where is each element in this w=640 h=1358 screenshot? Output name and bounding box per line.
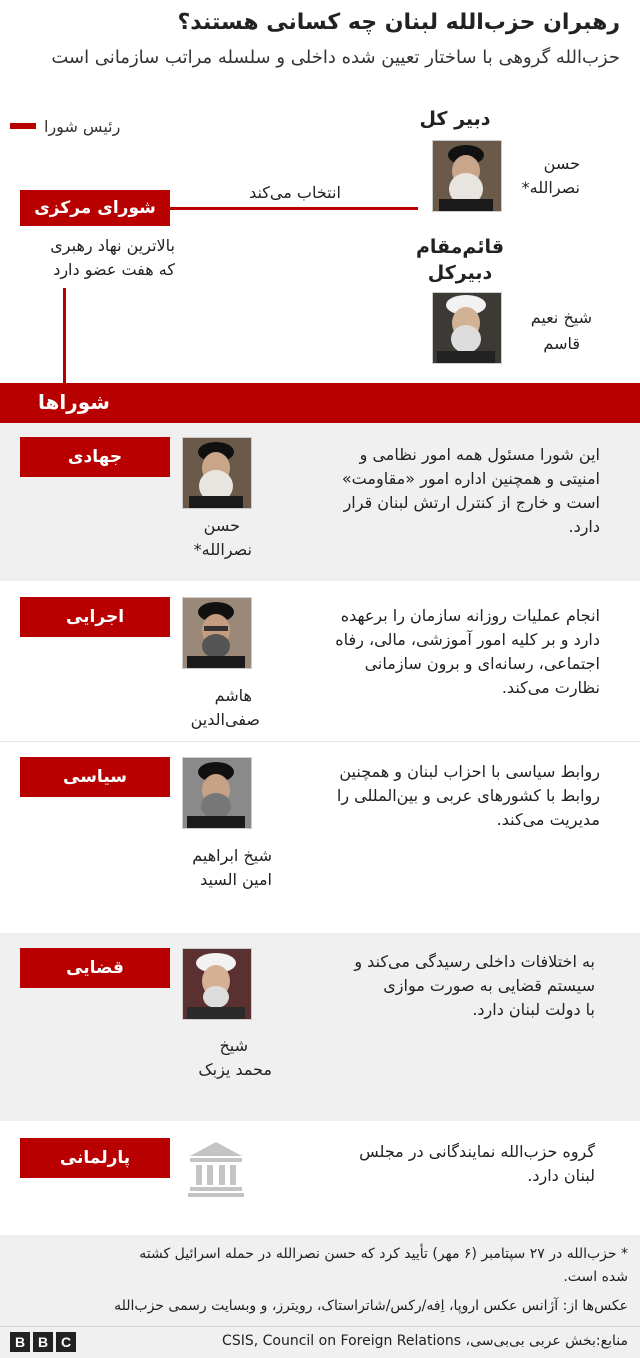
- council-label-political: سیاسی: [20, 757, 170, 797]
- council-photo-judicial: [182, 948, 252, 1020]
- council-name-jihad-2: نصرالله*: [193, 540, 252, 559]
- council-photo-jihad: [182, 437, 252, 509]
- council-desc-political-2: روابط با کشورهای عربی و بین‌المللی را: [336, 786, 600, 805]
- bbc-logo-letter: C: [56, 1332, 76, 1352]
- portrait-icon: [432, 293, 501, 364]
- deputy-title-2: دبیرکل: [427, 262, 493, 284]
- bbc-logo-letter: B: [10, 1332, 30, 1352]
- deputy-title-1: قائم‌مقام: [415, 236, 505, 258]
- deputy-name-1: شیخ نعیم: [530, 308, 592, 327]
- council-desc-executive-4: نظارت می‌کند.: [501, 678, 600, 697]
- council-desc-political-3: مدیریت می‌کند.: [496, 810, 600, 829]
- council-desc-judicial-2: سیستم قضایی به صورت موازی: [383, 976, 595, 995]
- council-desc-executive-3: اجتماعی، رسانه‌ای و برون سازمانی: [364, 654, 600, 673]
- portrait-icon: [432, 141, 501, 212]
- deputy-name-2: قاسم: [543, 334, 580, 353]
- legend: [10, 114, 190, 138]
- bbc-logo-letter: B: [33, 1332, 53, 1352]
- portrait-icon: [182, 598, 251, 669]
- council-photo-political: [182, 757, 252, 829]
- council-name-political-2: امین السید: [200, 870, 272, 889]
- council-desc-jihad-4: دارد.: [568, 517, 600, 536]
- page-subtitle: حزب‌الله گروهی با ساختار تعیین شده داخلی و سلسله مراتب سازمانی است: [51, 47, 620, 68]
- footnote-line-1: * حزب‌الله در ۲۷ سپتامبر (۶ مهر) تأیید کرد که حسن نصرالله در حمله اسرائیل کشته: [139, 1246, 628, 1262]
- footer-divider: [0, 1326, 640, 1327]
- council-desc-political-1: روابط سیاسی با احزاب لبنان و همچنین: [339, 762, 600, 781]
- council-desc-executive-2: دارد و بر کلیه امور آموزشی، مالی، رفاه: [335, 630, 600, 649]
- portrait-icon: [182, 758, 251, 829]
- council-connector: [63, 288, 66, 384]
- secretary-general-name-2: نصرالله*: [521, 178, 580, 197]
- council-desc-judicial-1: به اختلافات داخلی رسیدگی می‌کند و: [354, 952, 595, 971]
- council-name-jihad-1: حسن: [203, 516, 240, 535]
- council-photo-executive: [182, 597, 252, 669]
- sources: منابع:بخش عربی بی‌بی‌سی، CSIS, Council on Foreign Relations: [222, 1333, 628, 1349]
- elects-label: انتخاب می‌کند: [249, 183, 341, 202]
- council-name-executive-2: صفی‌الدین: [190, 710, 260, 729]
- secretary-general-photo: [432, 140, 502, 212]
- council-desc-judicial-3: با دولت لبنان دارد.: [472, 1000, 595, 1019]
- elects-connector: [170, 207, 418, 210]
- legend-swatch: [10, 123, 36, 129]
- council-desc-jihad-2: امنیتی و همچنین اداره امور «مقاومت»: [341, 469, 600, 488]
- secretary-general-name-1: حسن: [543, 154, 580, 173]
- council-desc-jihad-3: است و خارج از کنترل ارتش لبنان قرار: [343, 493, 600, 512]
- photo-credits: عکس‌ها از: آژانس عکس اروپا، اِفه/رکس/شاتراستاک، رویترز، و وبسایت رسمی حزب‌الله: [114, 1298, 628, 1314]
- legend-label: رئیس شورا: [44, 116, 121, 136]
- council-name-judicial-2: محمد یزبک: [198, 1060, 272, 1079]
- council-desc-parliamentary-2: لبنان دارد.: [527, 1166, 595, 1185]
- council-desc-parliamentary-1: گروه حزب‌الله نمایندگانی در مجلس: [359, 1142, 595, 1161]
- portrait-icon: [182, 949, 251, 1020]
- bbc-logo: [10, 1332, 84, 1354]
- parliament-building-icon: [186, 1138, 246, 1198]
- council-desc-executive-1: انجام عملیات روزانه سازمان را برعهده: [340, 606, 600, 625]
- central-council-desc-2: که هفت عضو دارد: [53, 260, 175, 279]
- council-name-judicial-1: شیخ: [219, 1036, 248, 1055]
- footnote-line-2: شده است.: [563, 1269, 628, 1285]
- portrait-icon: [182, 438, 251, 509]
- council-name-political-1: شیخ ابراهیم: [192, 846, 272, 865]
- deputy-photo: [432, 292, 502, 364]
- councils-header: شوراها: [38, 390, 110, 414]
- secretary-general-title: دبیر کل: [419, 108, 491, 130]
- council-label-parliamentary: پارلمانی: [20, 1138, 170, 1178]
- central-council-label: شورای مرکزی: [20, 190, 170, 226]
- council-name-executive-1: هاشم: [214, 686, 252, 705]
- council-label-executive: اجرایی: [20, 597, 170, 637]
- page-title: رهبران حزب‌الله لبنان چه کسانی هستند؟: [177, 10, 620, 35]
- council-label-judicial: قضایی: [20, 948, 170, 988]
- council-label-jihad: جهادی: [20, 437, 170, 477]
- council-desc-jihad-1: این شورا مسئول همه امور نظامی و: [359, 445, 600, 464]
- central-council-desc-1: بالاترین نهاد رهبری: [50, 236, 175, 255]
